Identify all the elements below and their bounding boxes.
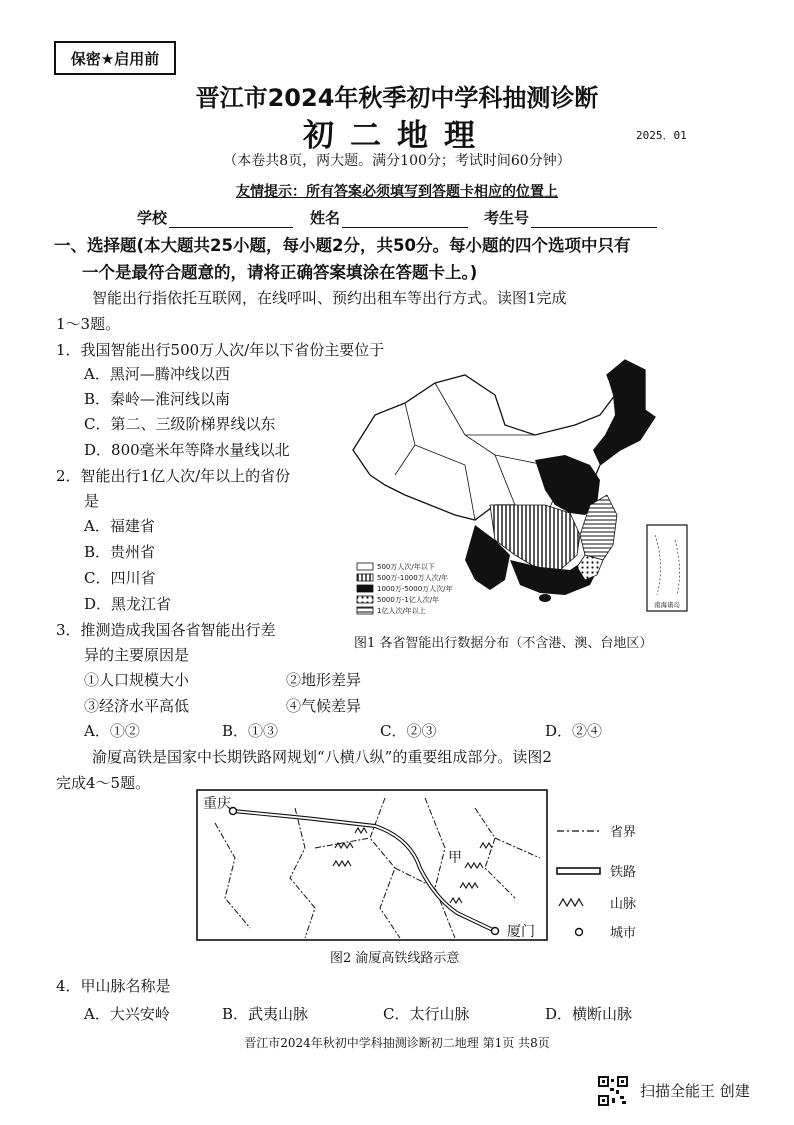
q3-option-a[interactable]: A．①② <box>84 722 140 740</box>
q4-stem: 4．甲山脉名称是 <box>56 977 171 995</box>
q3-item-4: ④气候差异 <box>286 697 362 715</box>
page-footer: 晋江市2024年秋初中学科抽测诊断初二地理 第1页 共8页 <box>244 1036 550 1050</box>
name-blank[interactable] <box>342 211 468 228</box>
legend2-border: 省界 <box>610 825 637 840</box>
subject-title: 初二地理 <box>303 118 491 154</box>
section-1-line1: 一、选择题(本大题共25小题，每小题2分，共50分。每小题的四个选项中只有 <box>54 236 631 255</box>
q1-option-a[interactable]: A．黑河—腾冲线以西 <box>84 365 230 383</box>
q2-option-d[interactable]: D．黑龙江省 <box>84 595 172 613</box>
qr-code-icon <box>598 1076 628 1106</box>
q1-option-c[interactable]: C．第二、三级阶梯界线以东 <box>84 415 276 433</box>
school-field[interactable] <box>137 207 293 228</box>
name-field[interactable] <box>310 207 468 228</box>
figure2-railway-map <box>195 788 665 943</box>
q4-option-d[interactable]: D．横断山脉 <box>545 1005 633 1023</box>
q2-option-b[interactable]: B．贵州省 <box>84 543 156 561</box>
legend1-label-5: 1亿人次/年以上 <box>377 607 426 615</box>
exam-date: 2025．01 <box>636 129 687 142</box>
q3-item-2: ②地形差异 <box>286 671 362 689</box>
intro2-line1: 渝厦高铁是国家中长期铁路网规划“八横八纵”的重要组成部分。读图2 <box>92 748 552 766</box>
q1-option-d[interactable]: D．800毫米年等降水量线以北 <box>84 441 290 459</box>
figure2-caption: 图2 渝厦高铁线路示意 <box>330 951 460 966</box>
city-xiamen-marker <box>492 928 499 935</box>
student-id-blank[interactable] <box>531 211 657 228</box>
map-hainan <box>539 594 551 602</box>
tip-prefix: 友情提示： <box>236 184 306 200</box>
exam-note: （本卷共8页，两大题。满分100分；考试时间60分钟） <box>223 153 571 169</box>
legend2-railway: 铁路 <box>610 865 637 880</box>
inset-label: 南海诸岛 <box>654 601 680 609</box>
q3-stem-line1: 3．推测造成我国各省智能出行差 <box>56 621 276 639</box>
legend1-label-3: 1000万-5000万人次/年 <box>377 585 453 593</box>
figure1-china-map <box>345 355 690 640</box>
q3-item-1: ①人口规模大小 <box>84 671 190 689</box>
camscanner-watermark: 扫描全能王 创建 <box>640 1082 750 1100</box>
confidential-badge: 保密★启用前 <box>54 41 176 75</box>
q2-stem-line2: 是 <box>84 492 100 510</box>
q3-item-3: ③经济水平高低 <box>84 697 190 715</box>
student-id-field[interactable] <box>484 207 657 228</box>
q3-stem-line2: 异的主要原因是 <box>84 646 190 664</box>
q3-option-d[interactable]: D．②④ <box>545 722 603 740</box>
legend1-label-1: 500万人次/年以下 <box>377 563 435 571</box>
student-id-label: 考生号 <box>484 209 530 227</box>
q2-option-a[interactable]: A．福建省 <box>84 517 155 535</box>
tip-text: 所有答案必须填写到答题卡相应的位置上 <box>306 184 558 200</box>
label-xiamen: 厦门 <box>507 924 535 940</box>
legend1-label-2: 500万-1000万人次/年 <box>377 574 449 582</box>
intro1-line1: 智能出行指依托互联网，在线呼叫、预约出租车等出行方式。读图1完成 <box>92 289 567 307</box>
q3-option-c[interactable]: C．②③ <box>380 722 437 740</box>
label-jia: 甲 <box>448 850 462 866</box>
q1-stem: 1．我国智能出行500万人次/年以下省份主要位于 <box>56 341 385 359</box>
exam-title: 晋江市2024年秋季初中学科抽测诊断 <box>195 84 599 112</box>
figure1-caption: 图1 各省智能出行数据分布（不含港、澳、台地区） <box>354 636 653 651</box>
q4-option-a[interactable]: A．大兴安岭 <box>84 1005 170 1023</box>
q4-option-c[interactable]: C．太行山脉 <box>383 1005 470 1023</box>
friendly-tip <box>0 181 794 201</box>
section-1-heading <box>54 232 754 286</box>
intro1-line2: 1～3题。 <box>56 315 121 333</box>
label-chongqing: 重庆 <box>203 796 231 812</box>
q1-option-b[interactable]: B．秦岭—淮河线以南 <box>84 390 231 408</box>
intro2-line2: 完成4～5题。 <box>56 774 151 792</box>
name-label: 姓名 <box>310 209 341 227</box>
q2-stem-line1: 2．智能出行1亿人次/年以上的省份 <box>56 467 291 485</box>
south-china-sea-inset <box>647 525 687 611</box>
legend2-mountain: 山脉 <box>610 897 637 912</box>
school-label: 学校 <box>137 209 168 227</box>
section-1-line2: 一个是最符合题意的，请将正确答案填涂在答题卡上。) <box>82 263 478 282</box>
legend1-label-4: 5000万-1亿人次/年 <box>377 596 440 604</box>
q4-option-b[interactable]: B．武夷山脉 <box>222 1005 309 1023</box>
school-blank[interactable] <box>169 211 293 228</box>
legend2-city: 城市 <box>610 926 637 941</box>
q3-option-b[interactable]: B．①③ <box>222 722 279 740</box>
q2-option-c[interactable]: C．四川省 <box>84 569 156 587</box>
